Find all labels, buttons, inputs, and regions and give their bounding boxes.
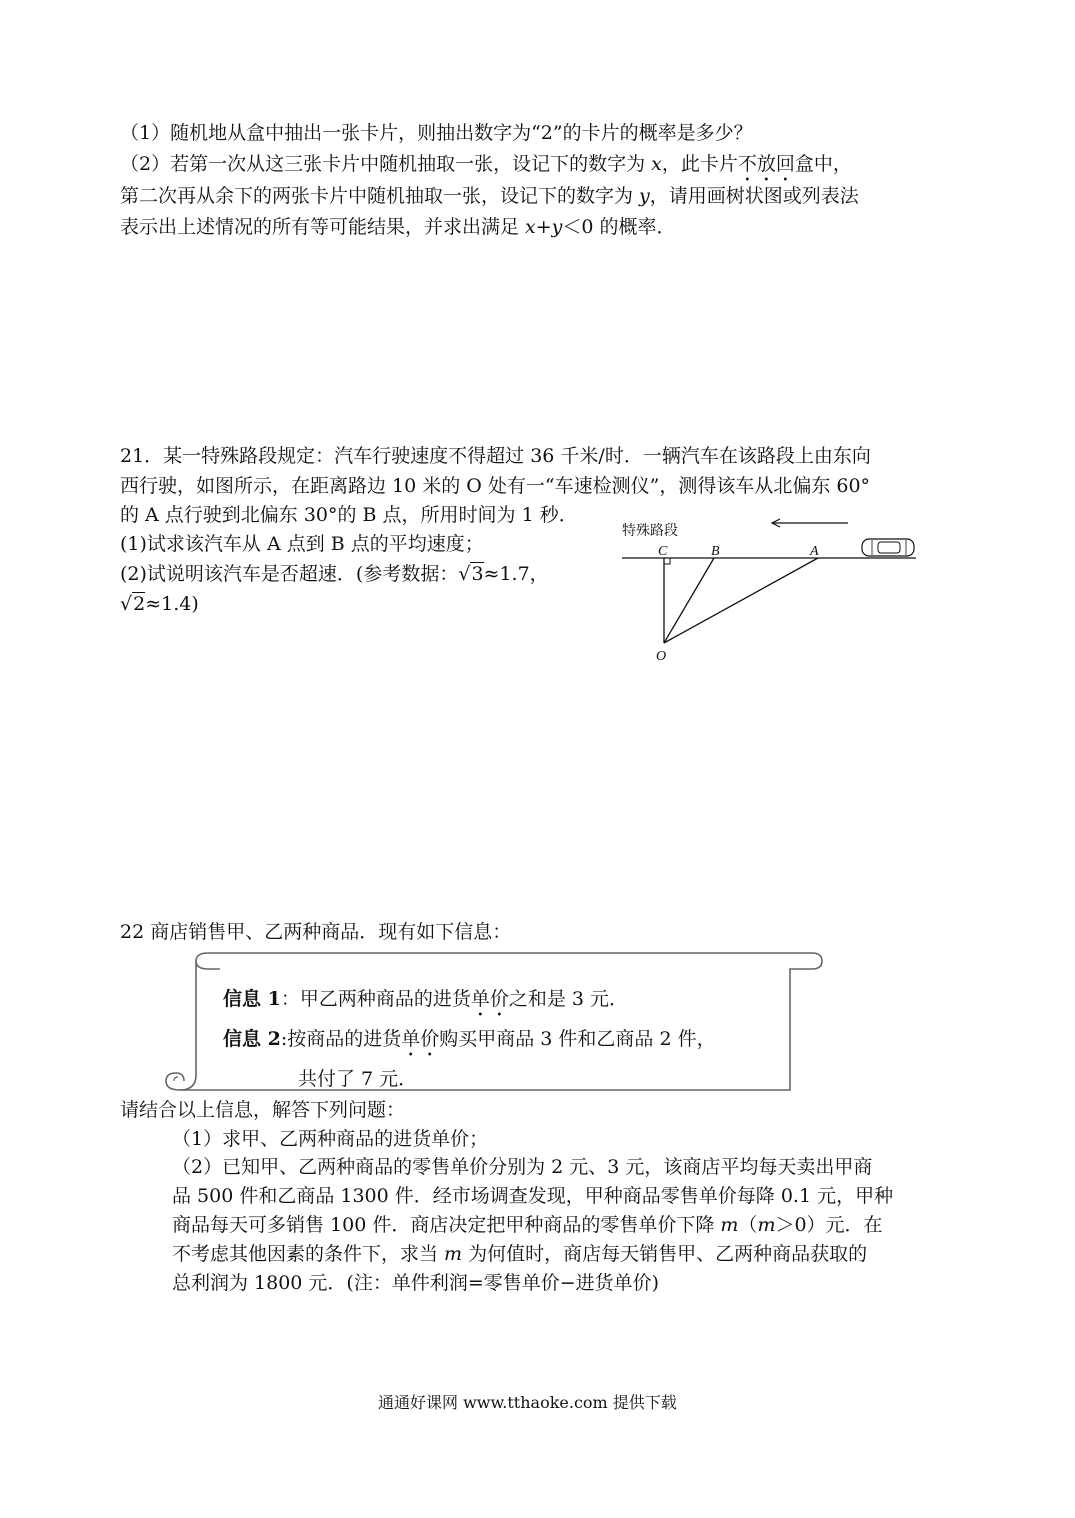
q22-sub2-l4-a: 不考虑其他因素的条件下，求当 (172, 1243, 445, 1265)
var-x: x (651, 153, 662, 175)
figure-title: 特殊路段 (622, 524, 678, 539)
q22-sub2-line5: 总利润为 1800 元．(注：单件利润=零售单价−进货单价) (172, 1272, 660, 1294)
info2-emphasis: 单价 (401, 1028, 440, 1050)
q21-sub2-approx: ≈1.7， (483, 563, 549, 585)
q21-sub2-approx2: ≈1.4) (145, 593, 199, 615)
q22-sub2-l3-a: 商品每天可多销售 100 件．商店决定把甲种商品的零售单价下降 (172, 1214, 721, 1236)
q21-line3: 的 A 点行驶到北偏东 30°的 B 点，所用时间为 1 秒． (120, 504, 578, 526)
radicand-3: 3 (471, 563, 484, 585)
info2-label: 信息 2 (223, 1028, 281, 1050)
label-c: C (658, 544, 668, 559)
q22-intro: 22 商店销售甲、乙两种商品．现有如下信息： (120, 921, 512, 943)
var-m: m (720, 1214, 739, 1236)
sqrt-2: √2 (120, 593, 146, 615)
q20-part3-text-a: 第二次再从余下的两张卡片中随机抽取一张，设记下的数字为 (120, 185, 640, 207)
q20-part4-text-b: ＜0 的概率． (562, 216, 676, 238)
info1-text-a: ：甲乙两种商品的进货 (280, 988, 471, 1010)
var-m-3: m (444, 1243, 463, 1265)
q22-sub2-line4 (172, 1243, 867, 1266)
expr-x-plus-y: x+y (525, 216, 563, 238)
var-m-2: m (757, 1214, 776, 1236)
q20-part2-line (120, 153, 852, 186)
info1-line (223, 988, 628, 1021)
q20-part3-text-b: ，请用画树状图或列表法 (649, 185, 859, 207)
q21-sub2 (120, 563, 549, 586)
q20-part2-line2 (120, 185, 859, 208)
label-a: A (810, 544, 819, 559)
line-oa (664, 558, 818, 643)
q22-sub2-line3 (172, 1214, 883, 1237)
sqrt-3: √3 (458, 563, 484, 585)
info-scroll-box (160, 945, 830, 1095)
q21-sub2-text: (2)试说明该汽车是否超速．(参考数据： (120, 563, 459, 585)
radicand-2: 2 (133, 593, 146, 615)
q22-sub2-line1: （2）已知甲、乙两种商品的零售单价分别为 2 元、3 元，该商店平均每天卖出甲商 (172, 1156, 873, 1178)
q21-line1: 21．某一特殊路段规定：汽车行驶速度不得超过 36 千米/时．一辆汽车在该路段上由东向 (120, 445, 871, 467)
q22-sub2-l4-b: 为何值时，商店每天销售甲、乙两种商品获取的 (462, 1243, 868, 1265)
road-figure (616, 518, 926, 668)
emphasis-no-return: 不放回 (737, 153, 795, 175)
q20-part4-text-a: 表示出上述情况的所有等可能结果，并求出满足 (120, 216, 526, 238)
q20-part1: （1）随机地从盒中抽出一张卡片，则抽出数字为“2”的卡片的概率是多少？ (120, 122, 753, 144)
q22-sub2-l3-c: ＞0）元．在 (775, 1214, 883, 1236)
q20-part2-line3 (120, 216, 676, 239)
info2-text-a: :按商品的进货 (280, 1028, 402, 1050)
q22-prompt: 请结合以上信息，解答下列问题： (120, 1099, 406, 1121)
info2-line (223, 1028, 716, 1061)
q21-line2: 西行驶，如图所示，在距离路边 10 米的 O 处有一“车速检测仪”，测得该车从北偏东 60° (120, 475, 871, 497)
q22-sub2-line2: 品 500 件和乙商品 1300 件．经市场调查发现，甲种商品零售单价每降 0.1 元，甲种 (172, 1185, 894, 1207)
info1-emphasis: 单价 (470, 988, 509, 1010)
q20-part2-text-a: （2）若第一次从这三张卡片中随机抽取一张，设记下的数字为 (120, 153, 652, 175)
q22-sub2-l3-b: （ (738, 1214, 758, 1236)
var-y: y (639, 185, 650, 207)
info1-label: 信息 1 (223, 988, 281, 1010)
label-o: O (656, 649, 667, 664)
label-b: B (711, 544, 720, 559)
line-ob (664, 558, 714, 643)
info2-line2: 共付了 7 元． (298, 1068, 418, 1090)
q20-part2-text-c: 盒中， (794, 153, 852, 175)
q21-sub2-cont (120, 593, 199, 616)
info1-text-b: 之和是 3 元． (508, 988, 629, 1010)
car-icon (862, 539, 914, 556)
info2-text-b: 购买甲商品 3 件和乙商品 2 件， (439, 1028, 716, 1050)
q22-sub1: （1）求甲、乙两种商品的进货单价； (172, 1128, 489, 1150)
q21-sub1: (1)试求该汽车从 A 点到 B 点的平均速度； (120, 533, 484, 555)
q20-part2-text-b: ，此卡片 (661, 153, 738, 175)
page-footer: 通通好课网 www.tthaoke.com 提供下载 (378, 1393, 677, 1412)
